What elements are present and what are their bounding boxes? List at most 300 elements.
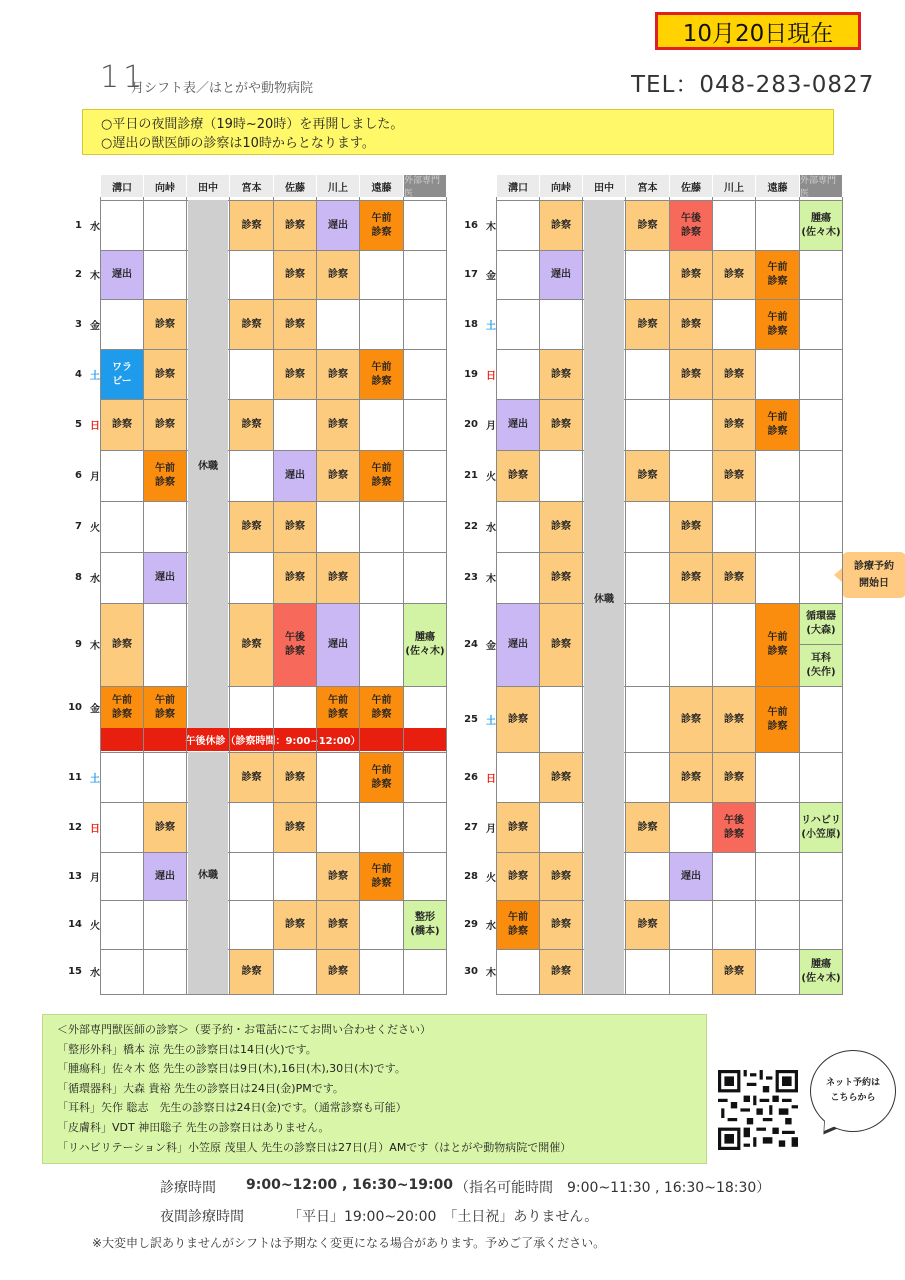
- column-header: 溝口: [100, 175, 143, 197]
- schedule-cell: [626, 251, 669, 299]
- day-label: [456, 949, 496, 994]
- schedule-cell: [144, 201, 186, 250]
- weekday: 日: [486, 370, 496, 382]
- notice-line: ○遅出の獣医師の診察は10時からとなります。: [101, 136, 375, 151]
- grid-line: [496, 552, 843, 553]
- schedule-cell: [756, 201, 799, 250]
- day-number: 18: [464, 318, 478, 330]
- schedule-cell: [144, 950, 186, 994]
- schedule-cell: 午前 診察: [317, 687, 359, 728]
- schedule-cell: [101, 901, 143, 949]
- schedule-cell: 診察: [670, 251, 712, 299]
- notice-box: [82, 109, 834, 155]
- schedule-cell: 午後 診察: [274, 604, 316, 686]
- day-number: 10: [68, 701, 82, 713]
- schedule-cell: 午前 診察: [756, 400, 799, 450]
- schedule-cell: 午前 診察: [497, 901, 539, 949]
- grid-line: [712, 197, 713, 994]
- day-number: 6: [75, 470, 82, 481]
- day-number: 3: [75, 318, 82, 330]
- grid-line: [496, 802, 843, 803]
- day-number: 5: [75, 419, 82, 430]
- schedule-cell: 診察: [626, 803, 669, 852]
- schedule-cell: 整形 (橋本): [404, 901, 446, 949]
- weekday: 水: [90, 574, 100, 585]
- schedule-cell: 診察: [144, 400, 186, 450]
- column-header: 溝口: [496, 175, 539, 197]
- schedule-cell: 診察: [626, 201, 669, 250]
- grid-line: [100, 552, 447, 553]
- schedule-cell: [404, 350, 446, 399]
- schedule-cell: 診察: [626, 300, 669, 349]
- schedule-cell: 診察: [670, 687, 712, 752]
- grid-line: [273, 197, 274, 994]
- leave-column-right: 休職: [584, 200, 624, 994]
- schedule-cell: 診察: [230, 950, 273, 994]
- day-number: 12: [68, 821, 82, 833]
- schedule-cell: [800, 451, 842, 501]
- column-header: 田中: [186, 175, 229, 197]
- schedule-cell: 腫瘍 (佐々木): [800, 950, 842, 994]
- day-label: [60, 450, 100, 501]
- schedule-cell: [540, 451, 582, 501]
- column-header: 外部専門医: [403, 175, 446, 197]
- schedule-cell: [230, 451, 273, 501]
- schedule-cell: 遅出: [144, 853, 186, 900]
- day-number: 8: [75, 572, 82, 583]
- schedule-cell: [274, 400, 316, 450]
- weekday: 金: [486, 641, 496, 652]
- schedule-cell: 診察: [540, 853, 582, 900]
- schedule-cell: 診察: [101, 400, 143, 450]
- weekday: 月: [486, 421, 496, 432]
- notice-line: ○平日の夜間診療（19時~20時）を再開しました。: [101, 117, 404, 132]
- weekday: 金: [90, 703, 100, 715]
- schedule-cell: 診察: [626, 451, 669, 501]
- grid-line: [496, 250, 843, 251]
- weekday: 木: [486, 574, 496, 585]
- weekday: 月: [90, 872, 100, 884]
- schedule-cell: 午前 診察: [360, 201, 403, 250]
- grid-line: [100, 349, 447, 350]
- schedule-cell: 午前 診察: [144, 451, 186, 501]
- schedule-cell: [404, 400, 446, 450]
- grid-line: [496, 200, 843, 201]
- external-line: 「リハビリテーション科」小笠原 茂里人 先生の診察日は27日(月）AMです（はとがや動物病院で開催）: [57, 1140, 572, 1154]
- schedule-cell: 午前 診察: [756, 251, 799, 299]
- schedule-cell: 耳科 (矢作): [800, 645, 842, 686]
- schedule-cell: 診察: [540, 201, 582, 250]
- schedule-cell: [497, 201, 539, 250]
- day-label: [60, 200, 100, 250]
- booking-start-callout: [842, 552, 905, 598]
- schedule-cell: 診察: [230, 201, 273, 250]
- grid-line: [403, 197, 404, 994]
- schedule-cell: [230, 553, 273, 603]
- grid-line: [100, 299, 447, 300]
- schedule-cell: [670, 950, 712, 994]
- grid-line: [100, 686, 447, 687]
- external-specialists-box: [42, 1014, 707, 1164]
- schedule-cell: [626, 502, 669, 552]
- footnote: ※大変申し訳ありませんがシフトは予期なく変更になる場合があります。予めご了承ください。: [92, 1236, 606, 1250]
- schedule-cell: [713, 502, 755, 552]
- schedule-cell: [101, 853, 143, 900]
- column-header: 佐藤: [669, 175, 712, 197]
- schedule-cell: [626, 400, 669, 450]
- day-label: [456, 501, 496, 552]
- schedule-cell: [360, 300, 403, 349]
- day-number: 25: [464, 713, 478, 725]
- schedule-cell: 診察: [274, 300, 316, 349]
- day-label: [456, 852, 496, 900]
- external-line: 「皮膚科」VDT 神田聡子 先生の診察日はありません。: [57, 1120, 330, 1134]
- column-header: 遠藤: [359, 175, 403, 197]
- schedule-cell: 診察: [497, 853, 539, 900]
- schedule-cell: 診察: [713, 251, 755, 299]
- column-header: 川上: [316, 175, 359, 197]
- day-label: [60, 852, 100, 900]
- schedule-cell: 診察: [274, 901, 316, 949]
- schedule-cell: 診察: [317, 853, 359, 900]
- schedule-cell: [713, 853, 755, 900]
- weekday: 木: [90, 641, 100, 652]
- weekday: 火: [90, 523, 100, 534]
- schedule-cell: 診察: [670, 502, 712, 552]
- column-header: 川上: [712, 175, 755, 197]
- schedule-cell: 診察: [317, 350, 359, 399]
- schedule-cell: 遅出: [317, 604, 359, 686]
- column-header: 向峠: [539, 175, 582, 197]
- schedule-cell: [274, 950, 316, 994]
- grid-line: [186, 197, 187, 994]
- schedule-cell: [756, 350, 799, 399]
- night-hours-text: 「平日」19:00~20:00 「土日祝」ありません。: [288, 1209, 599, 1225]
- grid-line: [496, 450, 843, 451]
- weekday: 水: [486, 921, 496, 932]
- schedule-cell: [626, 350, 669, 399]
- day-number: 24: [464, 639, 478, 650]
- schedule-cell: [144, 901, 186, 949]
- day-label: [456, 250, 496, 299]
- schedule-cell: [101, 451, 143, 501]
- grid-line: [229, 197, 230, 994]
- schedule-cell: 午前 診察: [144, 687, 186, 728]
- grid-line: [799, 197, 800, 994]
- weekday: 木: [486, 968, 496, 979]
- weekday: 火: [486, 872, 496, 884]
- month-number: 11: [100, 60, 147, 95]
- schedule-cell: [101, 753, 143, 802]
- schedule-cell: 診察: [274, 201, 316, 250]
- schedule-cell: [800, 853, 842, 900]
- net-booking-text: ネット予約は こちらから: [825, 1078, 880, 1103]
- schedule-cell: 腫瘍 (佐々木): [404, 604, 446, 686]
- day-number: 20: [464, 419, 478, 430]
- schedule-cell: 遅出: [317, 201, 359, 250]
- grid-line: [446, 197, 447, 994]
- schedule-cell: [317, 502, 359, 552]
- grid-line: [496, 197, 497, 994]
- day-label: [456, 200, 496, 250]
- schedule-cell: 診察: [317, 251, 359, 299]
- schedule-cell: [670, 604, 712, 686]
- grid-line: [539, 197, 540, 994]
- schedule-cell: [800, 687, 842, 752]
- weekday: 月: [486, 823, 496, 835]
- schedule-cell: 腫瘍 (佐々木): [800, 201, 842, 250]
- weekday: 日: [90, 823, 100, 835]
- schedule-cell: [404, 553, 446, 603]
- schedule-cell: [540, 687, 582, 752]
- schedule-cell: 診察: [670, 350, 712, 399]
- grid-line: [496, 752, 843, 753]
- grid-line: [582, 197, 583, 994]
- schedule-cell: [230, 853, 273, 900]
- grid-line: [143, 197, 144, 994]
- column-header: 遠藤: [755, 175, 799, 197]
- schedule-cell: 診察: [540, 502, 582, 552]
- schedule-cell: [756, 950, 799, 994]
- weekday: 火: [90, 921, 100, 932]
- schedule-cell: [360, 251, 403, 299]
- schedule-cell: 診察: [670, 753, 712, 802]
- schedule-cell: [626, 753, 669, 802]
- schedule-cell: [800, 502, 842, 552]
- schedule-cell: [756, 553, 799, 603]
- schedule-cell: 午前 診察: [756, 687, 799, 752]
- grid-line: [496, 603, 843, 604]
- schedule-cell: [670, 803, 712, 852]
- hours-time: 9:00~12:00 , 16:30~19:00: [246, 1177, 454, 1193]
- grid-line: [496, 501, 843, 502]
- schedule-cell: 遅出: [497, 400, 539, 450]
- schedule-cell: [360, 502, 403, 552]
- schedule-cell: [101, 300, 143, 349]
- day-number: 1: [75, 219, 82, 231]
- schedule-cell: 診察: [497, 803, 539, 852]
- hours-nominate: （指名可能時間 9:00~11:30 , 16:30~18:30）: [455, 1180, 771, 1196]
- schedule-cell: [101, 201, 143, 250]
- schedule-cell: [230, 251, 273, 299]
- schedule-cell: [800, 300, 842, 349]
- schedule-cell: [626, 950, 669, 994]
- day-label: [60, 603, 100, 686]
- day-label: [456, 349, 496, 399]
- column-header: 佐藤: [273, 175, 316, 197]
- schedule-cell: [404, 251, 446, 299]
- schedule-cell: 診察: [540, 950, 582, 994]
- schedule-cell: 診察: [230, 753, 273, 802]
- day-number: 22: [464, 521, 478, 532]
- schedule-cell: 午前 診察: [360, 687, 403, 728]
- schedule-cell: [756, 901, 799, 949]
- grid-line: [100, 852, 447, 853]
- schedule-cell: 遅出: [144, 553, 186, 603]
- day-number: 28: [464, 870, 478, 882]
- day-label: [456, 552, 496, 603]
- grid-line: [496, 349, 843, 350]
- schedule-cell: 診察: [497, 687, 539, 752]
- schedule-cell: 診察: [713, 400, 755, 450]
- phone-number[interactable]: TEL：048-283-0827: [631, 72, 875, 98]
- grid-line: [316, 197, 317, 994]
- day-number: 17: [464, 269, 478, 280]
- schedule-cell: 診察: [540, 753, 582, 802]
- day-label: [60, 299, 100, 349]
- page-subtitle: 月シフト表／はとがや動物病院: [131, 81, 314, 96]
- schedule-cell: [404, 451, 446, 501]
- column-header: 向峠: [143, 175, 186, 197]
- schedule-cell: 診察: [274, 502, 316, 552]
- schedule-cell: [756, 853, 799, 900]
- schedule-cell: [144, 251, 186, 299]
- schedule-cell: [101, 553, 143, 603]
- schedule-cell: [800, 350, 842, 399]
- schedule-cell: 診察: [670, 300, 712, 349]
- grid-line: [669, 197, 670, 994]
- schedule-cell: [230, 901, 273, 949]
- weekday: 土: [486, 715, 496, 727]
- day-label: [60, 752, 100, 802]
- weekday: 水: [486, 523, 496, 534]
- qr-code-icon[interactable]: [718, 1070, 798, 1150]
- grid-line: [496, 399, 843, 400]
- grid-line: [100, 197, 101, 994]
- day-label: [60, 349, 100, 399]
- external-line: 「循環器科」大森 貴裕 先生の診察日は24日(金)PMです。: [57, 1081, 344, 1095]
- schedule-cell: [360, 400, 403, 450]
- day-label: [456, 802, 496, 852]
- day-number: 23: [464, 572, 478, 583]
- weekday: 土: [486, 320, 496, 332]
- schedule-cell: [360, 901, 403, 949]
- schedule-cell: 診察: [274, 753, 316, 802]
- schedule-cell: [497, 553, 539, 603]
- schedule-cell: [360, 604, 403, 686]
- schedule-cell: 診察: [713, 451, 755, 501]
- grid-line: [100, 752, 447, 753]
- schedule-cell: 遅出: [274, 451, 316, 501]
- schedule-cell: [274, 687, 316, 728]
- schedule-cell: [626, 604, 669, 686]
- schedule-cell: [800, 553, 842, 603]
- schedule-cell: [230, 803, 273, 852]
- weekday: 土: [90, 773, 100, 785]
- schedule-cell: 診察: [317, 950, 359, 994]
- schedule-cell: [800, 753, 842, 802]
- schedule-cell: 診察: [317, 451, 359, 501]
- day-number: 9: [75, 639, 82, 650]
- grid-line: [496, 994, 843, 995]
- day-label: [456, 686, 496, 752]
- schedule-cell: [317, 803, 359, 852]
- external-line: 「腫瘍科」佐々木 悠 先生の診察日は9日(木),16日(木),30日(木)です。: [57, 1062, 406, 1076]
- schedule-cell: 診察: [540, 604, 582, 686]
- schedule-cell: [360, 553, 403, 603]
- day-label: [60, 552, 100, 603]
- night-hours-label: 夜間診療時間: [160, 1209, 244, 1225]
- schedule-cell: 診察: [713, 553, 755, 603]
- grid-line: [496, 900, 843, 901]
- schedule-cell: [497, 753, 539, 802]
- schedule-cell: 診察: [670, 553, 712, 603]
- schedule-cell: [670, 901, 712, 949]
- schedule-cell: [670, 451, 712, 501]
- schedule-cell: 遅出: [540, 251, 582, 299]
- schedule-cell: [540, 300, 582, 349]
- grid-line: [100, 501, 447, 502]
- day-number: 4: [75, 368, 82, 380]
- weekday: 金: [486, 271, 496, 282]
- schedule-cell: 診察: [274, 350, 316, 399]
- schedule-cell: [540, 803, 582, 852]
- schedule-cell: [144, 502, 186, 552]
- weekday: 月: [90, 472, 100, 483]
- schedule-cell: 遅出: [497, 604, 539, 686]
- grid-line: [100, 802, 447, 803]
- day-number: 7: [75, 521, 82, 532]
- grid-line: [100, 399, 447, 400]
- callout-text: 診療予約 開始日: [854, 561, 894, 589]
- schedule-cell: 診察: [274, 803, 316, 852]
- schedule-cell: 診察: [230, 300, 273, 349]
- grid-line: [800, 644, 842, 645]
- schedule-cell: [404, 201, 446, 250]
- schedule-cell: [713, 300, 755, 349]
- schedule-cell: [670, 400, 712, 450]
- grid-line: [496, 852, 843, 853]
- hours-label: 診療時間: [160, 1180, 216, 1196]
- day-label: [60, 949, 100, 994]
- weekday: 土: [90, 370, 100, 382]
- schedule-cell: [101, 803, 143, 852]
- day-label: [456, 900, 496, 949]
- schedule-cell: [360, 803, 403, 852]
- external-line: 「耳科」矢作 聡志 先生の診察日は24日(金)です。（通常診察も可能）: [57, 1101, 407, 1115]
- schedule-cell: 診察: [144, 350, 186, 399]
- schedule-cell: 遅出: [101, 251, 143, 299]
- grid-line: [100, 949, 447, 950]
- day-label: [60, 250, 100, 299]
- schedule-cell: 午前 診察: [101, 687, 143, 728]
- day-label: [456, 399, 496, 450]
- schedule-cell: [144, 753, 186, 802]
- schedule-cell: [713, 901, 755, 949]
- day-label: [456, 299, 496, 349]
- schedule-cell: 循環器 (大森): [800, 604, 842, 644]
- day-number: 11: [68, 771, 82, 783]
- schedule-cell: [626, 553, 669, 603]
- weekday: 木: [486, 221, 496, 233]
- schedule-cell: [230, 687, 273, 728]
- day-label: [456, 752, 496, 802]
- schedule-cell: 診察: [144, 300, 186, 349]
- schedule-cell: [800, 901, 842, 949]
- schedule-cell: 診察: [626, 901, 669, 949]
- column-header: 外部専門医: [799, 175, 842, 197]
- schedule-cell: 診察: [317, 553, 359, 603]
- schedule-cell: 診察: [230, 502, 273, 552]
- day-label: [456, 450, 496, 501]
- day-label: [60, 686, 100, 728]
- schedule-cell: 診察: [540, 553, 582, 603]
- schedule-cell: [317, 300, 359, 349]
- day-label: [60, 399, 100, 450]
- grid-line: [496, 299, 843, 300]
- schedule-cell: [274, 853, 316, 900]
- schedule-cell: [101, 502, 143, 552]
